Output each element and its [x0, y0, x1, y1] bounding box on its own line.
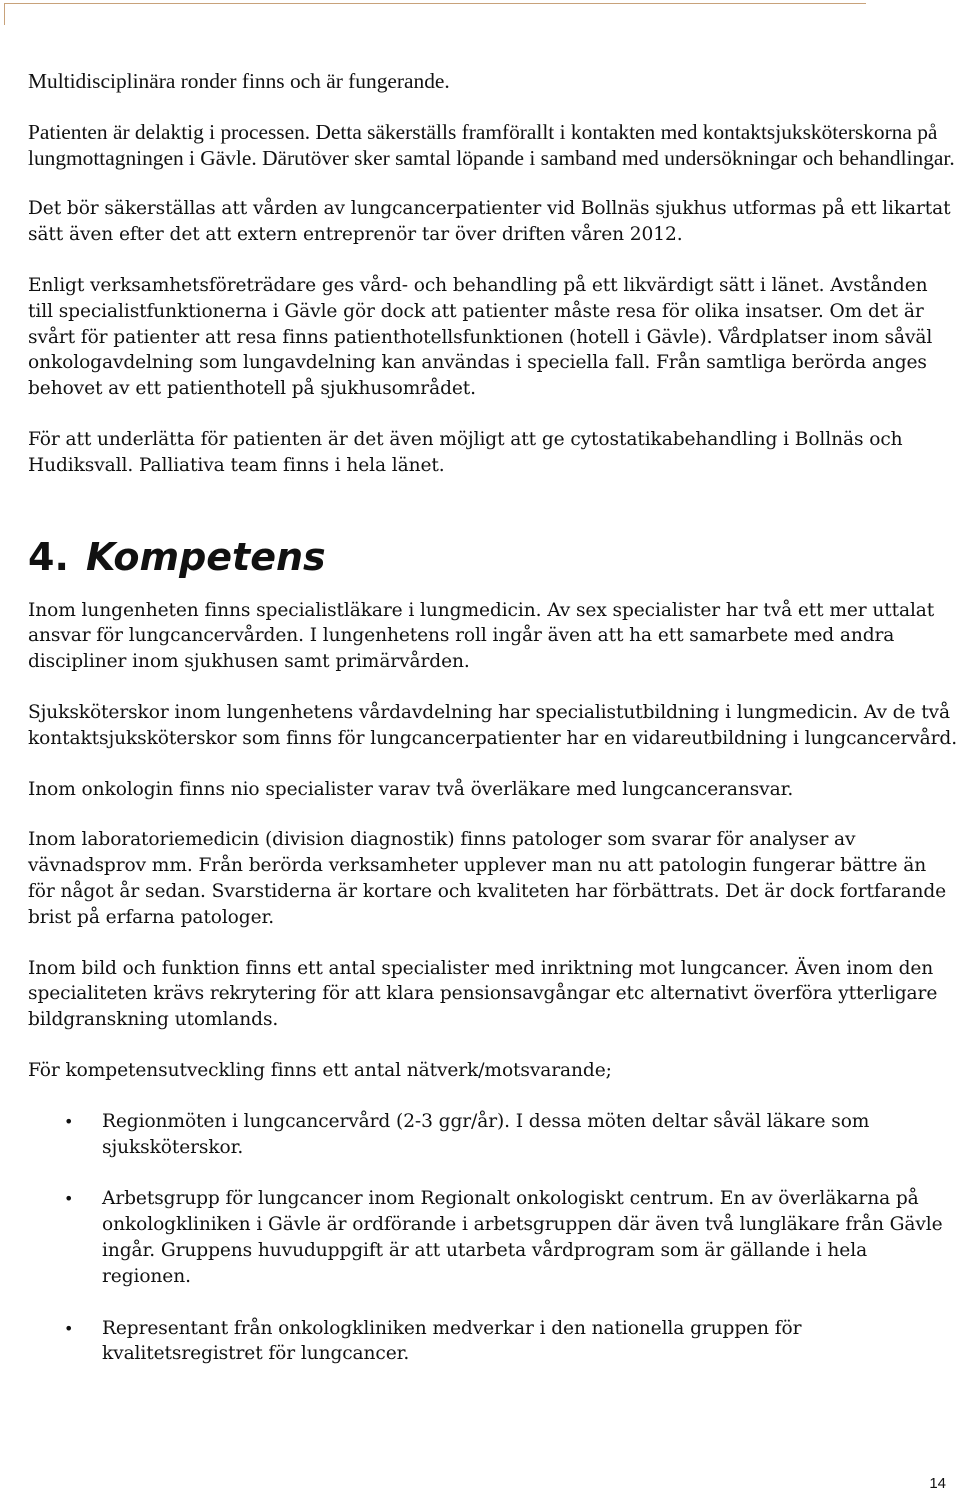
- paragraph-bollnas: Det bör säkerställas att vården av lungcancerpatienter vid Bollnäs sjukhus utformas på ett likartat sätt även efter det att extern entreprenör tar över driften våren 2012.: [28, 198, 951, 246]
- section-number: 4.: [28, 534, 69, 579]
- list-item-text: Arbetsgrupp för lungcancer inom Regionalt onkologiskt centrum. En av överläkarna på onkologkliniken i Gävle är ordförande i arbetsgruppen där även två lungläkare från Gävle ingår. Gruppens huvuduppgift är att utarbeta vårdprogram som är gällande i hela regionen.: [102, 1188, 943, 1287]
- header-rule-corner: [4, 3, 5, 25]
- paragraph-onkologin: Inom onkologin finns nio specialister varav två överläkare med lungcanceransvar.: [28, 778, 794, 800]
- page-number: 14: [929, 1475, 946, 1492]
- network-list: [28, 1109, 958, 1367]
- list-item: [28, 1186, 958, 1289]
- paragraph-delaktig: Patienten är delaktig i processen. Detta säkerställs framförallt i kontakten med kontaktsjuksköterskorna på lungmottagningen i Gävle. Därutöver sker samtal löpande i samband med undersökningar och behandlingar.: [28, 119, 955, 170]
- list-item: [28, 1316, 958, 1368]
- bullet-icon: •: [64, 1189, 74, 1209]
- page-content: [28, 69, 958, 1393]
- paragraph-sjukskoterskor: Sjuksköterskor inom lungenhetens vårdavdelning har specialistutbildning i lungmedicin. Av de två kontaktsjuksköterskor som finns för lungcancerpatienter har en vidareutbildning i lungcancervård.: [28, 701, 958, 749]
- paragraph-bild-funktion: Inom bild och funktion finns ett antal specialister med inriktning mot lungcancer. Även inom den specialiteten krävs rekrytering för att klara pensionsavgångar etc alternativt överföra ytterligare bildgranskning utomlands.: [28, 957, 938, 1031]
- list-item-text: Representant från onkologkliniken medverkar i den nationella gruppen för kvalitetsregistret för lungcancer.: [102, 1317, 802, 1365]
- paragraph-cytostatika: För att underlätta för patienten är det även möjligt att ge cytostatikabehandling i Bollnäs och Hudiksvall. Palliativa team finns i hela länet.: [28, 428, 903, 476]
- bullet-icon: •: [64, 1318, 74, 1338]
- paragraph-vard-behandling: Enligt verksamhetsföreträdare ges vård- och behandling på ett likvärdigt sätt i länet. Avstånden till specialistfunktionerna i Gävle gör dock att patienter måste resa för olika insatser. Om det är svårt för patienter att resa finns patienthotellsfunktionen (hotell i Gävle). Vårdplatser inom såväl onkologavdelning som lungavdelning kan användas i speciella fall. Från samtliga berörda anges behovet av ett patienthotell på sjukhusområdet.: [28, 274, 933, 400]
- paragraph-ronder: Multidisciplinära ronder finns och är fungerande.: [28, 69, 450, 93]
- header-rule: [4, 3, 866, 4]
- list-item-text: Regionmöten i lungcancervård (2-3 ggr/år). I dessa möten deltar såväl läkare som sjuksköterskor.: [102, 1110, 870, 1158]
- paragraph-kompetensutveckling: För kompetensutveckling finns ett antal nätverk/motsvarande;: [28, 1059, 612, 1081]
- list-item: [28, 1109, 958, 1161]
- paragraph-laboratoriemedicin: Inom laboratoriemedicin (division diagnostik) finns patologer som svarar för analyser av vävnadsprov mm. Från berörda verksamheter upplever man nu att patologin fungerar bättre än för något år sedan. Svarstiderna är kortare och kvaliteten har förbättrats. Det är dock fortfarande brist på erfarna patologer.: [28, 829, 947, 928]
- paragraph-lungenheten: Inom lungenheten finns specialistläkare i lungmedicin. Av sex specialister har två ett mer uttalat ansvar för lungcancervården. I lungenhetens roll ingår även att ha ett samarbete med andra discipliner inom sjukhusen samt primärvården.: [28, 599, 935, 673]
- section-title: Kompetens: [86, 534, 326, 579]
- bullet-icon: •: [64, 1111, 74, 1131]
- section-heading: [28, 533, 958, 581]
